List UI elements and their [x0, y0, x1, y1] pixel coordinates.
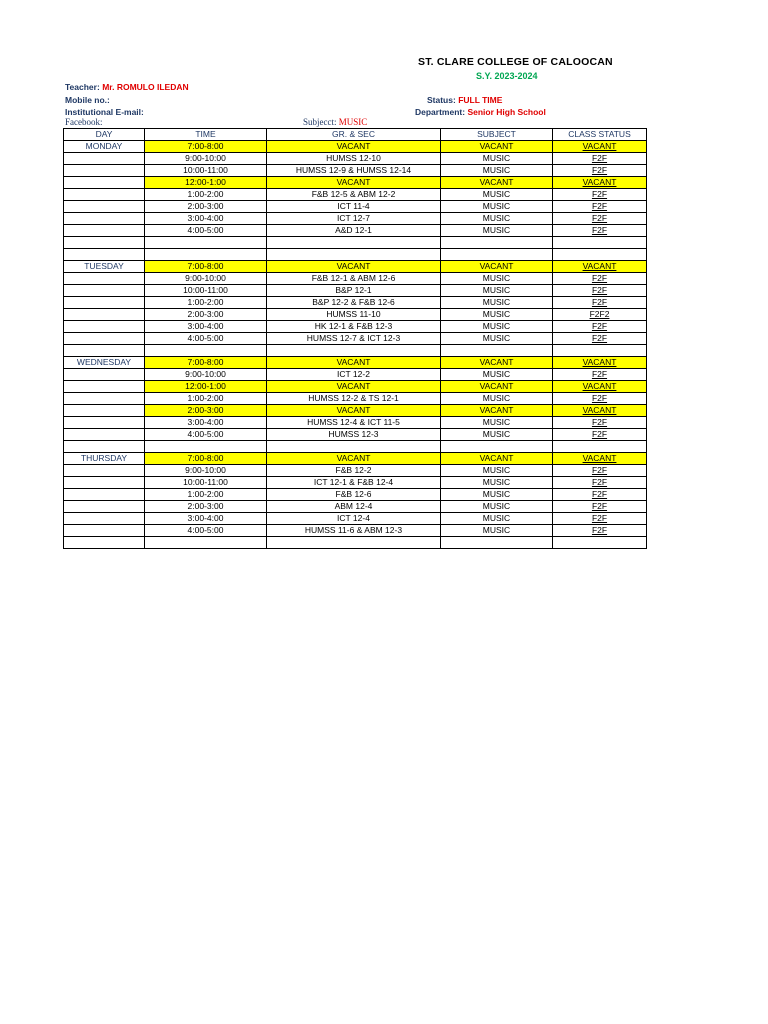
empty-cell	[267, 345, 441, 357]
schedule-table	[63, 128, 647, 549]
section-cell: F&B 12-1 & ABM 12-6	[267, 273, 441, 285]
subject-cell: VACANT	[441, 177, 553, 189]
col-header-day: DAY	[64, 129, 145, 141]
empty-cell	[553, 537, 647, 549]
subject-label: Subjecct:	[303, 117, 337, 127]
time-cell: 12:00-1:00	[145, 177, 267, 189]
day-cell	[64, 525, 145, 537]
section-cell: HUMSS 11-6 & ABM 12-3	[267, 525, 441, 537]
day-cell	[64, 417, 145, 429]
subject-cell: MUSIC	[441, 225, 553, 237]
teacher-field	[65, 82, 189, 92]
class-status-cell: F2F	[553, 297, 647, 309]
time-cell: 4:00-5:00	[145, 225, 267, 237]
table-row	[64, 381, 647, 393]
class-status-cell: F2F	[553, 189, 647, 201]
empty-cell	[553, 345, 647, 357]
section-cell: HK 12-1 & F&B 12-3	[267, 321, 441, 333]
class-status-cell: VACANT	[553, 261, 647, 273]
subject-cell: MUSIC	[441, 477, 553, 489]
teacher-name: Mr. ROMULO ILEDAN	[102, 82, 189, 92]
day-cell	[64, 189, 145, 201]
empty-cell	[145, 537, 267, 549]
day-cell: THURSDAY	[64, 453, 145, 465]
section-cell: HUMSS 12-3	[267, 429, 441, 441]
section-cell: VACANT	[267, 261, 441, 273]
section-cell: A&D 12-1	[267, 225, 441, 237]
time-cell: 9:00-10:00	[145, 153, 267, 165]
section-cell: ICT 12-2	[267, 369, 441, 381]
day-cell	[64, 513, 145, 525]
day-cell	[64, 369, 145, 381]
day-cell: WEDNESDAY	[64, 357, 145, 369]
table-row	[64, 357, 647, 369]
empty-row	[64, 537, 647, 549]
col-header-section: GR. & SEC	[267, 129, 441, 141]
class-status-cell: F2F	[553, 525, 647, 537]
day-cell	[64, 177, 145, 189]
empty-cell	[64, 345, 145, 357]
class-status-cell: VACANT	[553, 141, 647, 153]
table-row	[64, 309, 647, 321]
table-row	[64, 525, 647, 537]
mobile-label: Mobile no.:	[65, 95, 110, 105]
class-status-cell: VACANT	[553, 177, 647, 189]
class-status-cell: F2F	[553, 273, 647, 285]
department-field	[415, 107, 546, 117]
empty-row	[64, 237, 647, 249]
section-cell: F&B 12-5 & ABM 12-2	[267, 189, 441, 201]
time-cell: 1:00-2:00	[145, 297, 267, 309]
empty-cell	[64, 237, 145, 249]
time-cell: 3:00-4:00	[145, 213, 267, 225]
empty-cell	[441, 237, 553, 249]
empty-cell	[267, 249, 441, 261]
time-cell: 4:00-5:00	[145, 333, 267, 345]
table-row	[64, 273, 647, 285]
time-cell: 10:00-11:00	[145, 477, 267, 489]
table-row	[64, 321, 647, 333]
subject-cell: VACANT	[441, 453, 553, 465]
subject-cell: MUSIC	[441, 273, 553, 285]
class-status-cell: VACANT	[553, 357, 647, 369]
school-year: S.Y. 2023-2024	[476, 71, 538, 81]
email-label: Institutional E-mail:	[65, 107, 144, 117]
time-cell: 7:00-8:00	[145, 453, 267, 465]
schedule-body	[64, 141, 647, 549]
class-status-cell: VACANT	[553, 405, 647, 417]
time-cell: 7:00-8:00	[145, 357, 267, 369]
table-row	[64, 213, 647, 225]
subject-cell: MUSIC	[441, 465, 553, 477]
section-cell: HUMSS 12-2 & TS 12-1	[267, 393, 441, 405]
time-cell: 9:00-10:00	[145, 273, 267, 285]
col-header-class-status: CLASS STATUS	[553, 129, 647, 141]
time-cell: 3:00-4:00	[145, 417, 267, 429]
day-cell	[64, 297, 145, 309]
class-status-cell: F2F	[553, 369, 647, 381]
time-cell: 7:00-8:00	[145, 261, 267, 273]
table-row	[64, 477, 647, 489]
subject-cell: VACANT	[441, 381, 553, 393]
day-cell	[64, 165, 145, 177]
table-row	[64, 405, 647, 417]
empty-cell	[64, 537, 145, 549]
facebook-label: Facebook:	[65, 117, 103, 127]
table-row	[64, 333, 647, 345]
time-cell: 4:00-5:00	[145, 429, 267, 441]
table-row	[64, 513, 647, 525]
subject-cell: MUSIC	[441, 321, 553, 333]
day-cell	[64, 333, 145, 345]
subject-cell: MUSIC	[441, 213, 553, 225]
empty-row	[64, 441, 647, 453]
empty-cell	[267, 537, 441, 549]
empty-cell	[267, 441, 441, 453]
teacher-label: Teacher:	[65, 82, 100, 92]
section-cell: VACANT	[267, 177, 441, 189]
subject-cell: MUSIC	[441, 525, 553, 537]
empty-cell	[145, 237, 267, 249]
section-cell: B&P 12-1	[267, 285, 441, 297]
subject-cell: MUSIC	[441, 429, 553, 441]
table-row	[64, 189, 647, 201]
section-cell: VACANT	[267, 357, 441, 369]
table-row	[64, 201, 647, 213]
class-status-cell: F2F	[553, 225, 647, 237]
class-status-cell: F2F	[553, 501, 647, 513]
empty-cell	[441, 441, 553, 453]
empty-cell	[64, 441, 145, 453]
empty-cell	[441, 345, 553, 357]
time-cell: 9:00-10:00	[145, 465, 267, 477]
class-status-cell: F2F	[553, 429, 647, 441]
day-cell	[64, 201, 145, 213]
time-cell: 1:00-2:00	[145, 189, 267, 201]
department-label: Department:	[415, 107, 466, 117]
section-cell: HUMSS 11-10	[267, 309, 441, 321]
day-cell	[64, 309, 145, 321]
day-cell	[64, 477, 145, 489]
empty-cell	[145, 249, 267, 261]
class-status-cell: F2F	[553, 165, 647, 177]
time-cell: 1:00-2:00	[145, 489, 267, 501]
section-cell: VACANT	[267, 453, 441, 465]
class-status-cell: F2F	[553, 201, 647, 213]
day-cell	[64, 501, 145, 513]
subject-cell: MUSIC	[441, 165, 553, 177]
status-label: Status:	[427, 95, 456, 105]
time-cell: 4:00-5:00	[145, 525, 267, 537]
day-cell	[64, 213, 145, 225]
day-cell: MONDAY	[64, 141, 145, 153]
subject-cell: MUSIC	[441, 333, 553, 345]
class-status-cell: F2F	[553, 333, 647, 345]
section-cell: VACANT	[267, 141, 441, 153]
day-cell	[64, 321, 145, 333]
table-row	[64, 369, 647, 381]
empty-cell	[267, 237, 441, 249]
table-row	[64, 489, 647, 501]
time-cell: 2:00-3:00	[145, 405, 267, 417]
table-row	[64, 177, 647, 189]
subject-cell: MUSIC	[441, 285, 553, 297]
table-row	[64, 465, 647, 477]
subject-cell: MUSIC	[441, 369, 553, 381]
empty-cell	[64, 249, 145, 261]
section-cell: HUMSS 12-7 & ICT 12-3	[267, 333, 441, 345]
table-row	[64, 225, 647, 237]
section-cell: ICT 12-1 & F&B 12-4	[267, 477, 441, 489]
empty-cell	[553, 237, 647, 249]
table-row	[64, 417, 647, 429]
section-cell: ABM 12-4	[267, 501, 441, 513]
day-cell	[64, 225, 145, 237]
status-value: FULL TIME	[458, 95, 503, 105]
header-row	[64, 129, 647, 141]
table-row	[64, 393, 647, 405]
subject-cell: MUSIC	[441, 489, 553, 501]
class-status-cell: F2F	[553, 393, 647, 405]
empty-cell	[553, 441, 647, 453]
day-cell: TUESDAY	[64, 261, 145, 273]
school-name: ST. CLARE COLLEGE OF CALOOCAN	[418, 56, 613, 68]
section-cell: HUMSS 12-10	[267, 153, 441, 165]
day-cell	[64, 489, 145, 501]
class-status-cell: F2F	[553, 285, 647, 297]
class-status-cell: F2F	[553, 465, 647, 477]
time-cell: 2:00-3:00	[145, 309, 267, 321]
day-cell	[64, 405, 145, 417]
col-header-subject: SUBJECT	[441, 129, 553, 141]
class-status-cell: F2F	[553, 513, 647, 525]
class-status-cell: F2F	[553, 321, 647, 333]
table-row	[64, 501, 647, 513]
subject-cell: MUSIC	[441, 393, 553, 405]
table-row	[64, 153, 647, 165]
subject-cell: VACANT	[441, 405, 553, 417]
subject-cell: MUSIC	[441, 417, 553, 429]
time-cell: 7:00-8:00	[145, 141, 267, 153]
subject-value: MUSIC	[338, 117, 368, 127]
subject-cell: MUSIC	[441, 501, 553, 513]
table-row	[64, 261, 647, 273]
class-status-cell: F2F	[553, 417, 647, 429]
subject-cell: MUSIC	[441, 189, 553, 201]
day-cell	[64, 381, 145, 393]
subject-cell: VACANT	[441, 261, 553, 273]
time-cell: 12:00-1:00	[145, 381, 267, 393]
day-cell	[64, 393, 145, 405]
subject-cell: MUSIC	[441, 513, 553, 525]
subject-cell: MUSIC	[441, 309, 553, 321]
empty-cell	[145, 345, 267, 357]
subject-cell: VACANT	[441, 141, 553, 153]
class-status-cell: VACANT	[553, 381, 647, 393]
empty-cell	[145, 441, 267, 453]
time-cell: 3:00-4:00	[145, 513, 267, 525]
class-status-cell: F2F	[553, 213, 647, 225]
section-cell: F&B 12-6	[267, 489, 441, 501]
empty-row	[64, 249, 647, 261]
class-status-cell: F2F	[553, 489, 647, 501]
day-cell	[64, 285, 145, 297]
section-cell: ICT 11-4	[267, 201, 441, 213]
empty-row	[64, 345, 647, 357]
department-value: Senior High School	[467, 107, 546, 117]
class-status-cell: F2F	[553, 153, 647, 165]
section-cell: VACANT	[267, 405, 441, 417]
time-cell: 9:00-10:00	[145, 369, 267, 381]
day-cell	[64, 153, 145, 165]
subject-cell: VACANT	[441, 357, 553, 369]
section-cell: VACANT	[267, 381, 441, 393]
table-row	[64, 453, 647, 465]
time-cell: 3:00-4:00	[145, 321, 267, 333]
time-cell: 2:00-3:00	[145, 501, 267, 513]
time-cell: 10:00-11:00	[145, 165, 267, 177]
section-cell: B&P 12-2 & F&B 12-6	[267, 297, 441, 309]
table-row	[64, 141, 647, 153]
class-status-cell: VACANT	[553, 453, 647, 465]
subject-field	[303, 117, 367, 127]
time-cell: 1:00-2:00	[145, 393, 267, 405]
table-row	[64, 429, 647, 441]
section-cell: ICT 12-4	[267, 513, 441, 525]
table-row	[64, 165, 647, 177]
section-cell: HUMSS 12-9 & HUMSS 12-14	[267, 165, 441, 177]
section-cell: HUMSS 12-4 & ICT 11-5	[267, 417, 441, 429]
day-cell	[64, 273, 145, 285]
day-cell	[64, 465, 145, 477]
col-header-time: TIME	[145, 129, 267, 141]
time-cell: 10:00-11:00	[145, 285, 267, 297]
class-status-cell: F2F	[553, 477, 647, 489]
section-cell: ICT 12-7	[267, 213, 441, 225]
empty-cell	[441, 537, 553, 549]
empty-cell	[441, 249, 553, 261]
time-cell: 2:00-3:00	[145, 201, 267, 213]
day-cell	[64, 429, 145, 441]
empty-cell	[553, 249, 647, 261]
class-status-cell: F2F2	[553, 309, 647, 321]
section-cell: F&B 12-2	[267, 465, 441, 477]
table-row	[64, 285, 647, 297]
status-field	[427, 95, 502, 105]
subject-cell: MUSIC	[441, 153, 553, 165]
subject-cell: MUSIC	[441, 201, 553, 213]
table-row	[64, 297, 647, 309]
subject-cell: MUSIC	[441, 297, 553, 309]
